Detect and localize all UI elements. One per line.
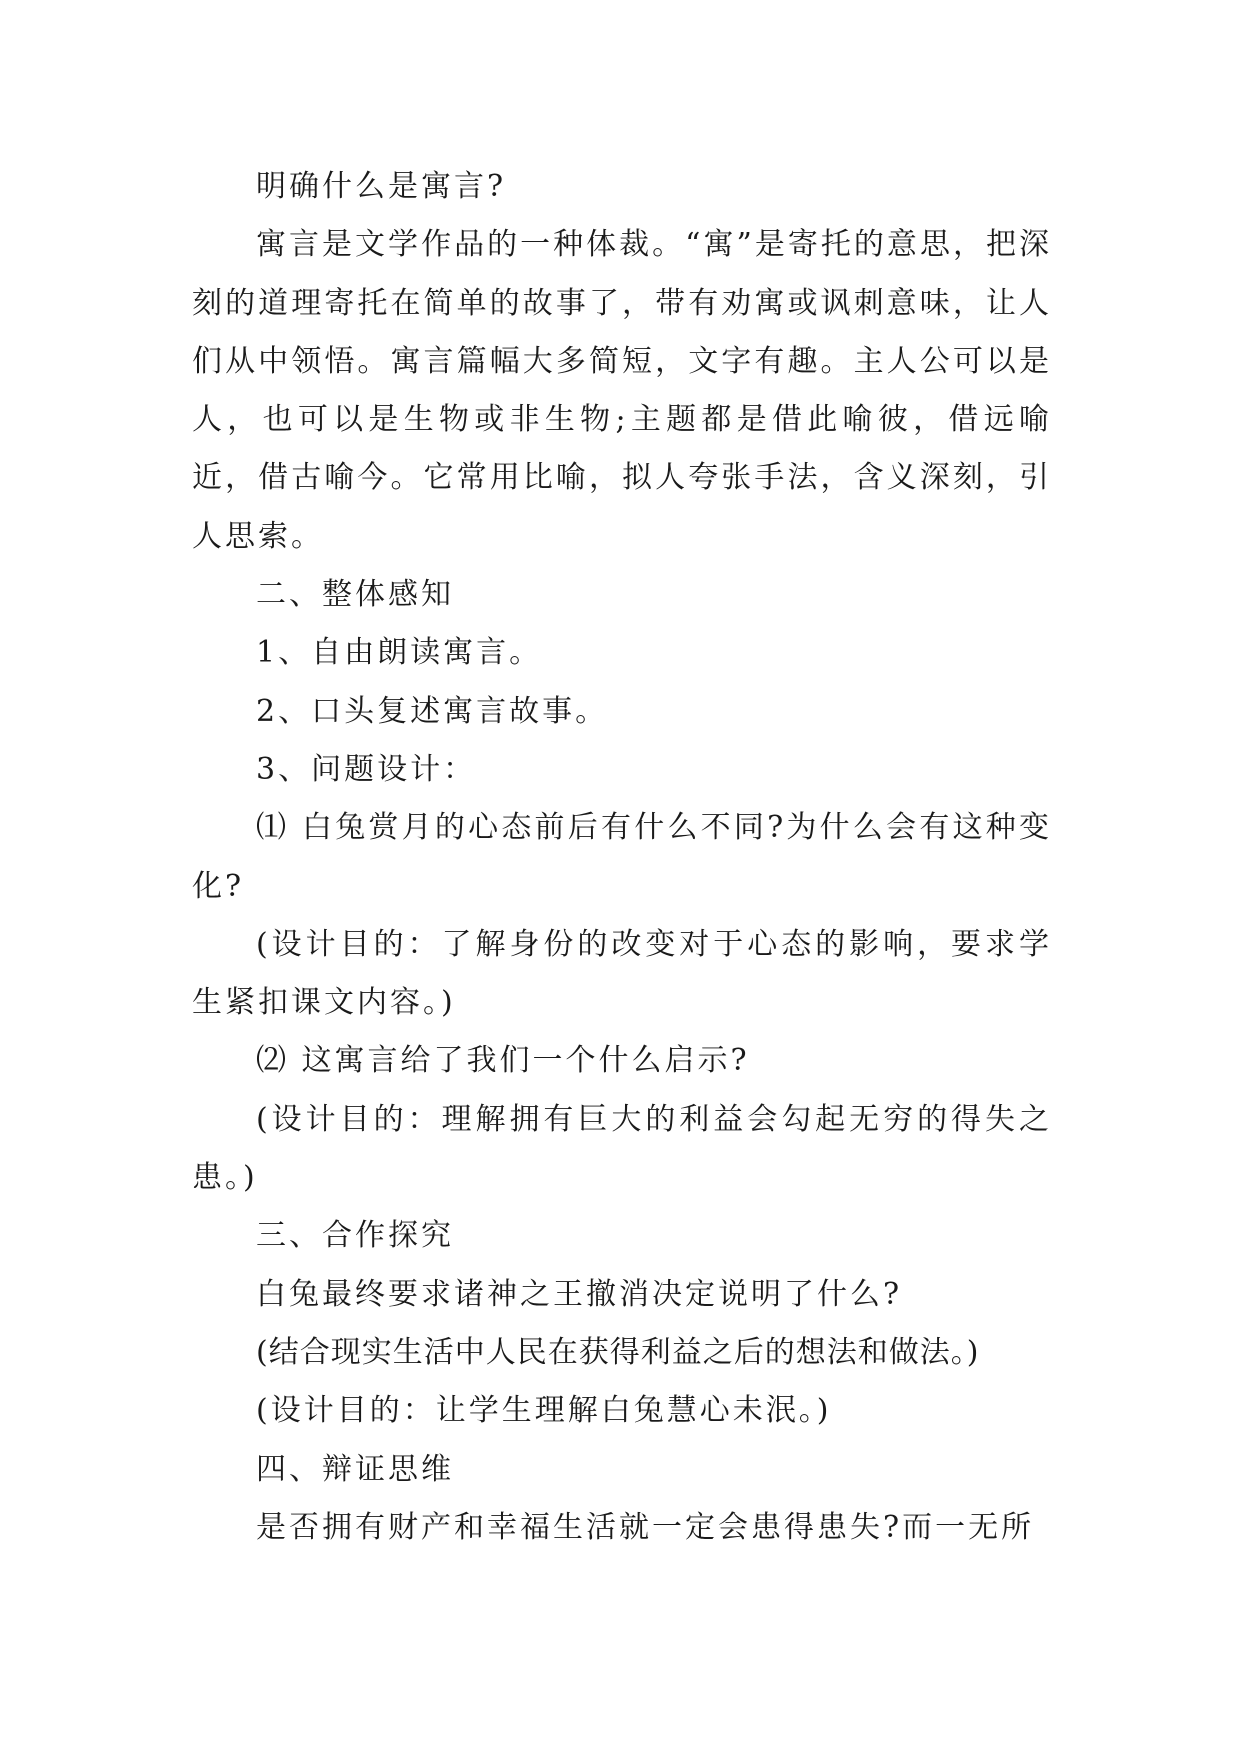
section-heading-overall-perception: 二、整体感知	[256, 577, 454, 613]
list-item-retell: 2、口头复述寓言故事。	[256, 693, 609, 729]
question-2-purpose: (设计目的：理解拥有巨大的利益会勾起无穷的得失之患。)	[192, 1101, 1052, 1196]
list-item-question-design: 3、问题设计：	[256, 751, 477, 787]
section-heading-dialectical-thinking: 四、辩证思维	[256, 1451, 454, 1487]
section-heading-cooperative-inquiry: 三、合作探究	[256, 1218, 454, 1254]
paragraph-what-is-fable: 明确什么是寓言?	[256, 169, 507, 204]
dialectical-question: 是否拥有财产和幸福生活就一定会患得患失?而一无所	[256, 1509, 1035, 1545]
paragraph-fable-definition: 寓言是文学作品的一种体裁。“寓”是寄托的意思，把深刻的道理寄托在简单的故事了，带有劝寓或讽刺意味，让人们从中领悟。寓言篇幅大多简短，文字有趣。主人公可以是人，也可以是生物或非生物;主题都是借此喻彼，借远喻近，借古喻今。它常用比喻，拟人夸张手法，含义深刻，引人思索。	[192, 227, 1052, 554]
inquiry-question: 白兔最终要求诸神之王撤消决定说明了什么?	[256, 1276, 903, 1312]
inquiry-hint: (结合现实生活中人民在获得利益之后的想法和做法。)	[256, 1334, 980, 1370]
question-1-purpose: (设计目的：了解身份的改变对于心态的影响，要求学生紧扣课文内容。)	[192, 926, 1052, 1021]
question-2: ⑵ 这寓言给了我们一个什么启示?	[256, 1043, 750, 1079]
question-1: ⑴ 白兔赏月的心态前后有什么不同?为什么会有这种变化?	[192, 810, 1052, 904]
inquiry-purpose: (设计目的：让学生理解白兔慧心未泯。)	[256, 1393, 832, 1429]
list-item-read-aloud: 1、自由朗读寓言。	[256, 635, 543, 671]
document-body	[192, 158, 1052, 1557]
